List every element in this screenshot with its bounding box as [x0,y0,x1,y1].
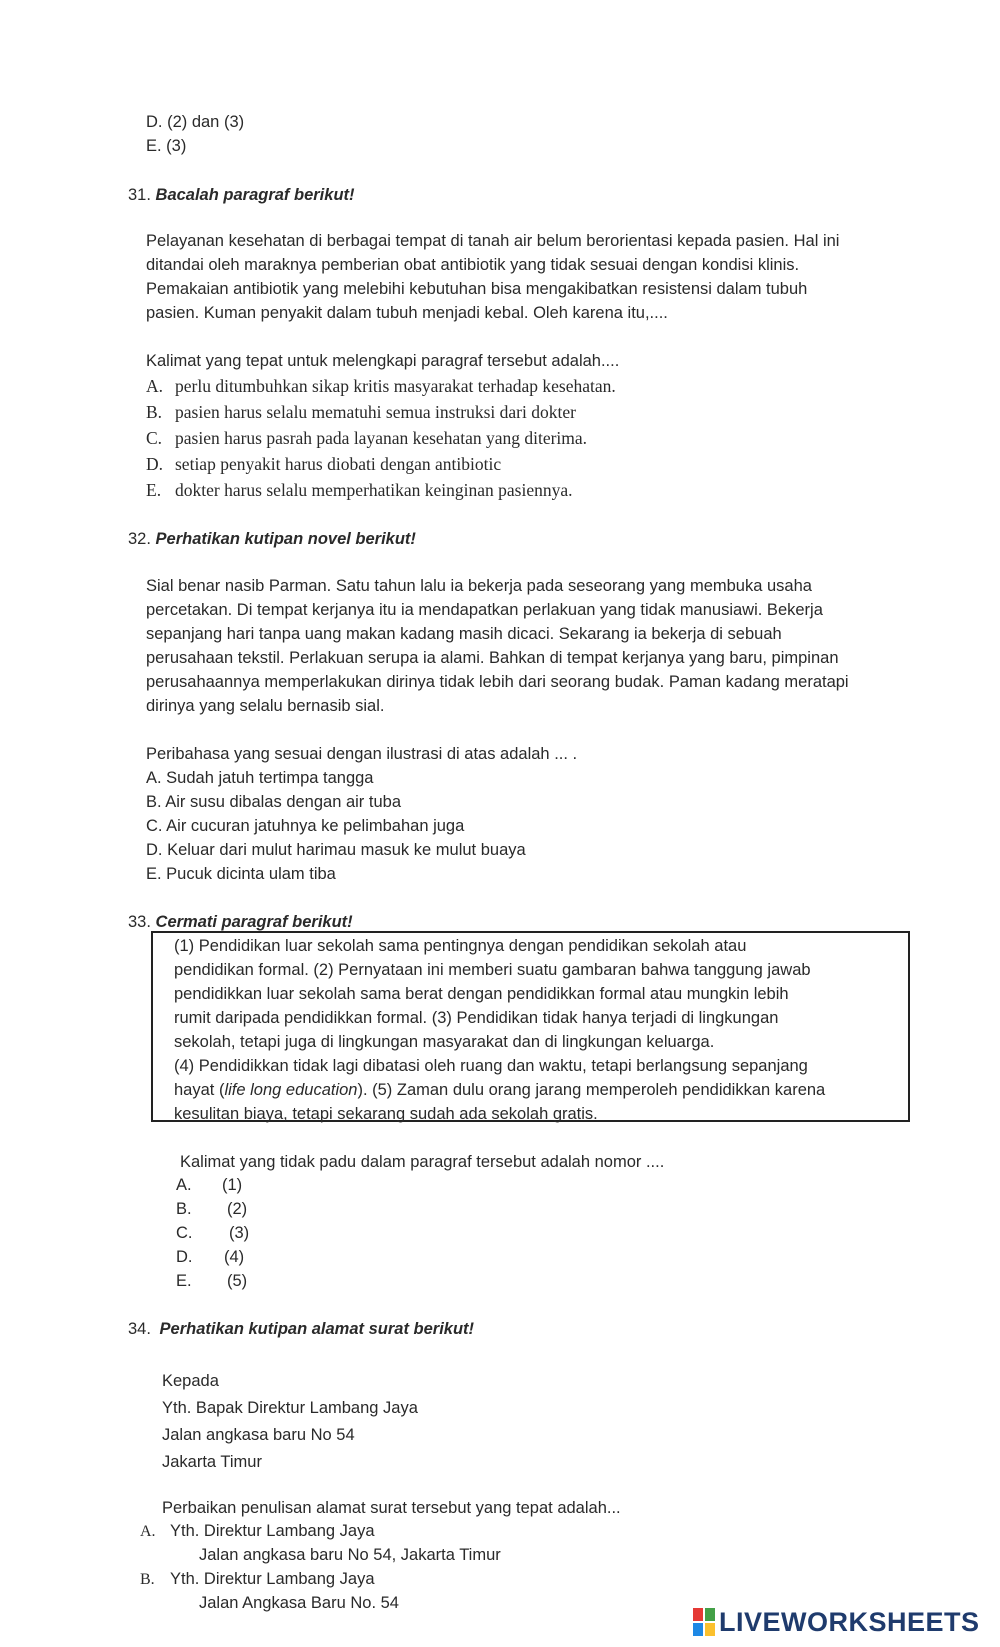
q32-option-c[interactable]: C. Air cucuran jatuhnya ke pelimbahan juga [146,817,465,835]
address-line: Jalan angkasa baru No 54 [162,1426,355,1444]
option-text: (5) [227,1272,248,1290]
option-letter: B. [176,1200,192,1218]
liveworksheets-logo-icon [693,1608,715,1636]
paragraph-line: pasien. Kuman penyakit dalam tubuh menjadi kebal. Oleh karena itu,.... [146,304,668,322]
option-line-1: Yth. Direktur Lambang Jaya [170,1570,375,1588]
q33-option-d[interactable] [176,1246,245,1268]
option-text: (4) [224,1248,245,1266]
option-letter: B. [146,402,163,422]
paragraph-line: perusahaannya memperlakukan dirinya tidak lebih dari seorang budak. Paman kadang meratapi [146,673,849,691]
q32-option-b[interactable]: B. Air susu dibalas dengan air tuba [146,793,402,811]
q33-instruction: Cermati paragraf berikut! [155,913,353,931]
paragraph-line: perusahaan tekstil. Perlakuan serupa ia alami. Bahkan di tempat kerjanya yang baru, pimpinan [146,649,839,667]
q33-number: 33. [128,913,151,931]
address-line: Jakarta Timur [162,1453,262,1471]
q33-option-a[interactable] [176,1174,243,1196]
paragraph-line: kesulitan biaya, tetapi sekarang sudah ada sekolah gratis. [174,1105,598,1123]
option-text: dokter harus selalu memperhatikan keinginan pasiennya. [175,480,573,500]
option-line-2: Jalan Angkasa Baru No. 54 [199,1594,399,1612]
paragraph-line: pendidikkan luar sekolah sama berat dengan pendidikkan formal atau mungkin lebih [174,985,789,1003]
q33-option-e[interactable] [176,1270,248,1292]
liveworksheets-logo [693,1606,980,1638]
paragraph-line: ditandai oleh maraknya pemberian obat antibiotik yang tidak sesuai dengan kondisi klinis. [146,256,800,274]
option-text: setiap penyakit harus diobati dengan antibiotic [175,454,502,474]
q34-number: 34. [128,1320,151,1338]
q33-heading [128,911,353,933]
q34-instruction: Perhatikan kutipan alamat surat berikut! [159,1320,475,1338]
option-letter: C. [146,428,163,448]
paragraph-line [174,1079,825,1101]
option-letter: A. [140,1523,156,1540]
q32-instruction: Perhatikan kutipan novel berikut! [155,530,416,548]
paragraph-line: (4) Pendidikkan tidak lagi dibatasi oleh ruang dan waktu, tetapi berlangsung sepanjang [174,1057,808,1075]
q31-heading [128,184,355,206]
logo-square-blue [693,1623,703,1636]
q30-option-d: D. (2) dan (3) [146,113,245,131]
paragraph-line: Sial benar nasib Parman. Satu tahun lalu ia bekerja pada seseorang yang membuka usaha [146,577,812,595]
q31-option-d[interactable] [146,453,502,475]
q33-option-b[interactable] [176,1198,248,1220]
q32-option-e[interactable]: E. Pucuk dicinta ulam tiba [146,865,336,883]
q31-option-a[interactable] [146,375,616,397]
logo-square-red [693,1608,703,1621]
logo-square-yellow [705,1623,715,1636]
text-segment: hayat ( [174,1081,225,1099]
option-letter: D. [146,454,164,474]
logo-square-green [705,1608,715,1621]
q31-option-c[interactable] [146,427,588,449]
paragraph-line: dirinya yang selalu bernasib sial. [146,697,385,715]
option-text: pasien harus pasrah pada layanan kesehatan yang diterima. [175,428,588,448]
option-text: pasien harus selalu mematuhi semua instruksi dari dokter [175,402,576,422]
paragraph-line: Pemakaian antibiotik yang melebihi kebutuhan bisa mengakibatkan resistensi dalam tubuh [146,280,808,298]
q31-instruction: Bacalah paragraf berikut! [155,186,355,204]
q31-option-b[interactable] [146,401,576,423]
q33-option-c[interactable] [176,1222,250,1244]
option-text: (3) [229,1224,250,1242]
q32-heading [128,528,416,550]
paragraph-line: pendidikan formal. (2) Pernyataan ini memberi suatu gambaran bahwa tanggung jawab [174,961,811,979]
option-letter: C. [176,1224,193,1242]
option-line-2: Jalan angkasa baru No 54, Jakarta Timur [199,1546,501,1564]
option-letter: A. [146,376,164,396]
q31-option-e[interactable] [146,479,573,501]
address-line: Kepada [162,1372,219,1390]
q30-option-e: E. (3) [146,137,187,155]
paragraph-line: rumit daripada pendidikkan formal. (3) Pendidikan tidak hanya terjadi di lingkungan [174,1009,779,1027]
address-line: Yth. Bapak Direktur Lambang Jaya [162,1399,418,1417]
q32-number: 32. [128,530,151,548]
option-text: (1) [222,1176,243,1194]
paragraph-line: (1) Pendidikan luar sekolah sama pentingnya dengan pendidikan sekolah atau [174,937,747,955]
option-line-1: Yth. Direktur Lambang Jaya [170,1522,375,1540]
logo-text: LIVEWORKSHEETS [719,1606,980,1637]
italic-term: life long education [224,1081,358,1099]
option-text: perlu ditumbuhkan sikap kritis masyarakat terhadap kesehatan. [175,376,616,396]
q34-question: Perbaikan penulisan alamat surat tersebut yang tepat adalah... [162,1499,621,1517]
q32-option-d[interactable]: D. Keluar dari mulut harimau masuk ke mulut buaya [146,841,526,859]
q32-option-a[interactable]: A. Sudah jatuh tertimpa tangga [146,769,374,787]
option-letter: A. [176,1176,192,1194]
option-letter: E. [176,1272,192,1290]
option-letter: D. [176,1248,193,1266]
q31-question: Kalimat yang tepat untuk melengkapi paragraf tersebut adalah.... [146,352,620,370]
q33-question: Kalimat yang tidak padu dalam paragraf tersebut adalah nomor .... [180,1153,665,1171]
option-letter: B. [140,1571,155,1588]
text-segment: ). (5) Zaman dulu orang jarang memperoleh pendidikkan karena [357,1081,826,1099]
q31-number: 31. [128,186,151,204]
option-letter: E. [146,480,162,500]
option-text: (2) [227,1200,248,1218]
q32-question: Peribahasa yang sesuai dengan ilustrasi di atas adalah ... . [146,745,578,763]
paragraph-line: sekolah, tetapi juga di lingkungan masyarakat dan di lingkungan keluarga. [174,1033,715,1051]
q34-heading [128,1318,474,1340]
paragraph-line: sepanjang hari tanpa uang makan kadang masih dicaci. Sekarang ia bekerja di sebuah [146,625,782,643]
paragraph-line: percetakan. Di tempat kerjanya itu ia mendapatkan perlakuan yang tidak manusiawi. Bekerja [146,601,823,619]
paragraph-line: Pelayanan kesehatan di berbagai tempat di tanah air belum berorientasi kepada pasien. Hal ini [146,232,840,250]
